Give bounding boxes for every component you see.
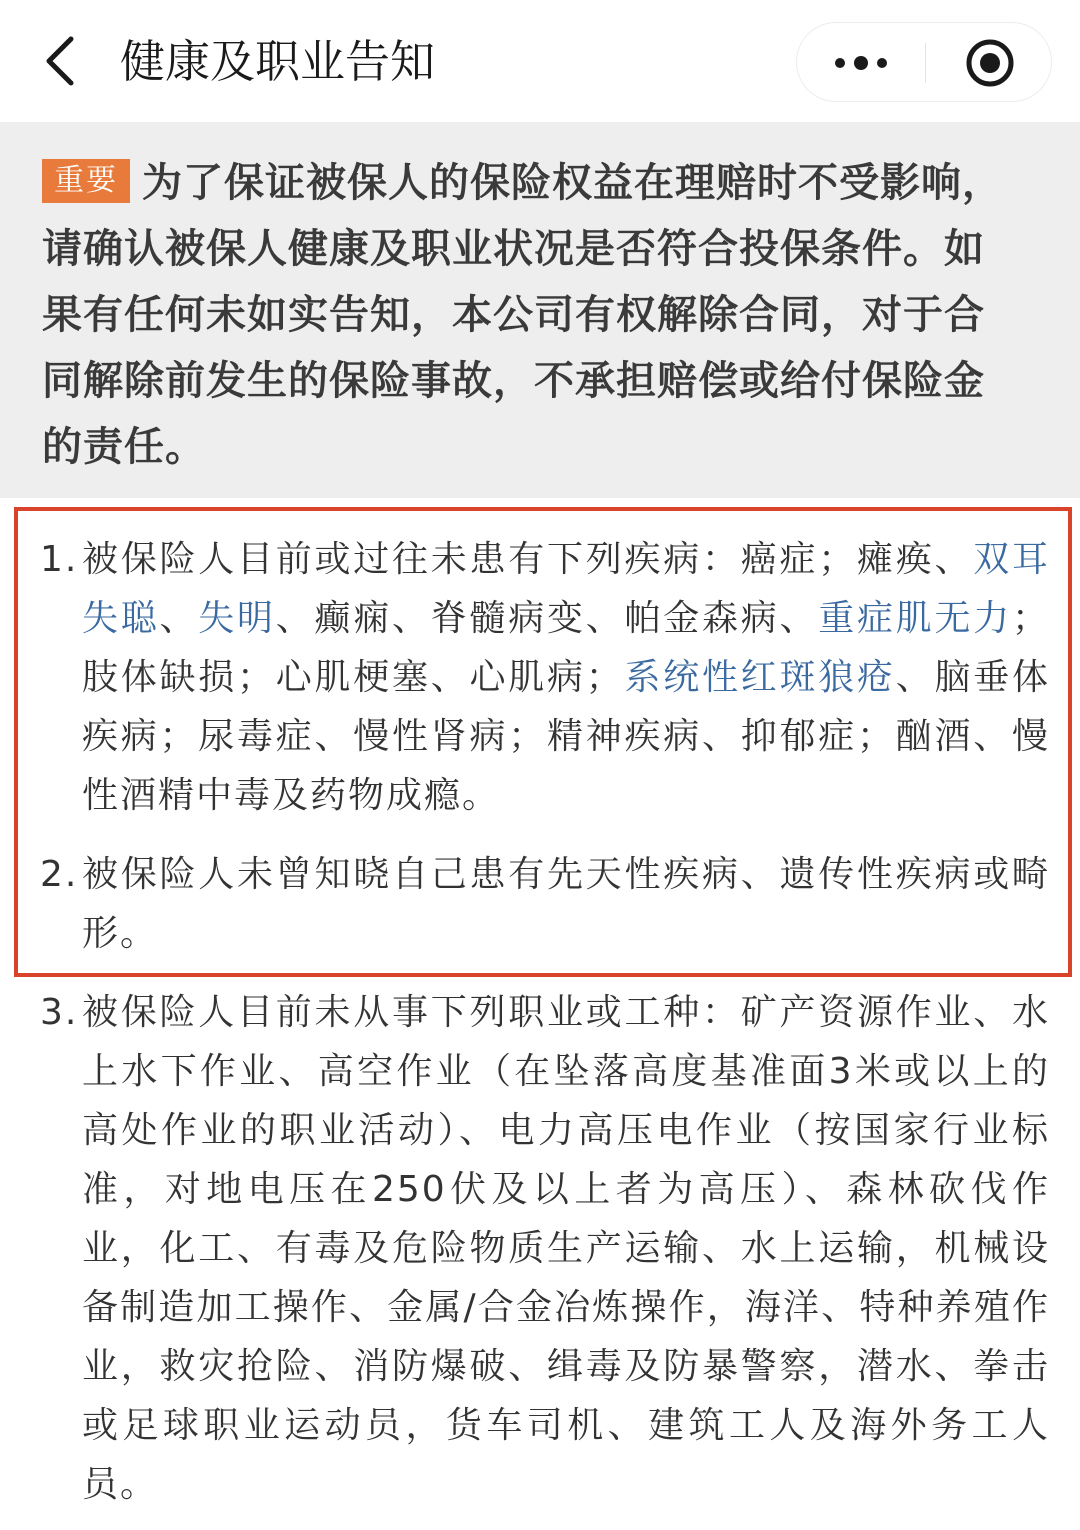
more-dots-icon xyxy=(833,55,889,71)
term-text-segment: ；肢体缺损；心肌梗塞、心肌病； xyxy=(82,598,1050,698)
disease-link-lupus[interactable]: 系统性红斑狼疮 xyxy=(623,657,896,698)
notice-text-block xyxy=(42,150,1020,480)
terms-list xyxy=(40,530,1050,1514)
close-button[interactable] xyxy=(926,23,1053,103)
important-badge: 重要 xyxy=(42,159,130,203)
nav-bar xyxy=(0,0,1080,122)
term-text-segment: 被保险人目前或过往未患有下列疾病：癌症；瘫痪、 xyxy=(82,539,974,580)
term-text xyxy=(82,539,1050,816)
disease-link-blindness[interactable]: 失明 xyxy=(198,598,276,639)
page-title: 健康及职业告知 xyxy=(120,35,436,88)
more-button[interactable] xyxy=(797,23,925,103)
term-text: 被保险人目前未从事下列职业或工种：矿产资源作业、水上水下作业、高空作业（在坠落高度基准面3米或以上的高处作业的职业活动）、电力高压电作业（按国家行业标准，对地电压在250伏及以上者为高压）、森林砍伐作业，化工、有毒及危险物质生产运输、水上运输，机械设备制造加工操作、金属/合金冶炼操作，海洋、特种养殖作业，救灾抢险、消防爆破、缉毒及防暴警察，潜水、拳击或足球职业运动员，货车司机、建筑工人及海外务工人员。 xyxy=(82,992,1050,1505)
disease-link-myasthenia[interactable]: 重症肌无力 xyxy=(818,598,1012,639)
term-number: 3. xyxy=(40,992,79,1033)
term-item-3 xyxy=(40,983,1050,1514)
term-number: 1. xyxy=(40,539,79,580)
term-text: 被保险人未曾知晓自己患有先天性疾病、遗传性疾病或畸形。 xyxy=(82,854,1050,954)
chevron-left-icon xyxy=(45,36,75,86)
term-item-2 xyxy=(40,845,1050,963)
disease-link-deafness[interactable]: 双耳失聪 xyxy=(82,539,1050,639)
term-text-segment: 、脑垂体疾病；尿毒症、慢性肾病；精神疾病、抑郁症；酗酒、慢性酒精中毒及药物成瘾。 xyxy=(82,657,1050,816)
term-text-segment: 、 xyxy=(159,598,199,639)
term-item-1 xyxy=(40,530,1050,825)
notice-banner xyxy=(0,122,1080,498)
notice-text: 为了保证被保人的保险权益在理赔时不受影响，请确认被保人健康及职业状况是否符合投保条件。如果有任何未如实告知，本公司有权解除合同，对于合同解除前发生的保险事故，不承担赔偿或给付保险金的责任。 xyxy=(42,160,1003,470)
mini-program-capsule xyxy=(796,22,1052,102)
term-text-segment: 、癫痫、脊髓病变、帕金森病、 xyxy=(275,598,819,639)
record-close-icon xyxy=(965,38,1015,88)
term-number: 2. xyxy=(40,854,79,895)
back-button[interactable] xyxy=(30,28,90,94)
